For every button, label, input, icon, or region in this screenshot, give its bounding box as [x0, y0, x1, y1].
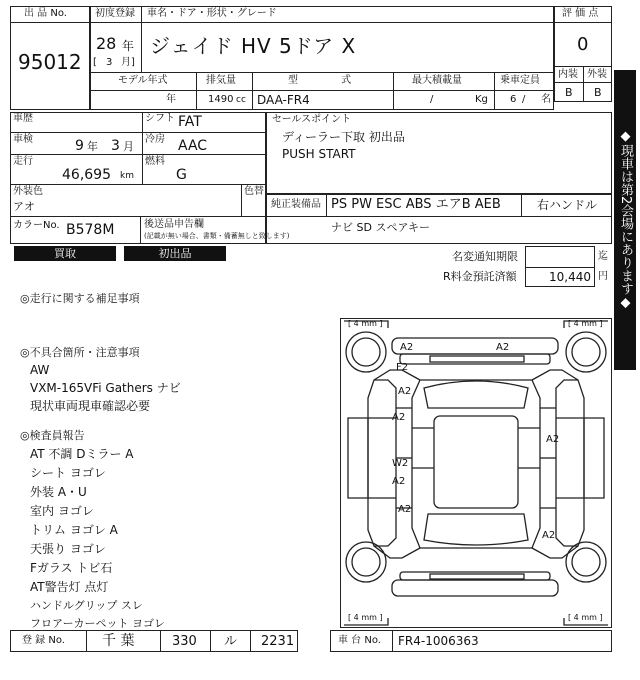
- reg-month: 3: [106, 57, 113, 68]
- recolor-label: 色替: [244, 186, 264, 197]
- chassis-value: FR4-1006363: [398, 634, 479, 648]
- inspector-item: フロアーカーペット ヨゴレ: [30, 617, 165, 630]
- inspector-item: 外装 A・U: [30, 485, 87, 499]
- model-type-value: DAA-FR4: [257, 93, 310, 107]
- inspector-item: シート ヨゴレ: [30, 466, 106, 480]
- recycle-fee-label: R料金預託済額: [443, 270, 517, 283]
- reg-year-unit: 年: [122, 39, 135, 53]
- registration-class: 330: [172, 634, 197, 649]
- inspection-year-unit: 年: [87, 140, 98, 153]
- damage-mark: A2: [392, 476, 406, 487]
- recycle-fee-unit: 円: [598, 271, 608, 282]
- displacement-value: 1490: [208, 94, 234, 105]
- exterior-score: B: [594, 86, 602, 99]
- damage-mark: A2: [398, 504, 412, 515]
- inspection-year: 9: [75, 138, 84, 154]
- tire-rear-right: [ 4 mm ]: [568, 613, 603, 622]
- inspection-label: 車検: [13, 134, 33, 145]
- inspector-item: AT 不調 Dミラー A: [30, 447, 134, 461]
- damage-mark: W2: [392, 458, 409, 469]
- model-year-label: モデル年式: [118, 75, 168, 86]
- damage-mark: A2: [496, 342, 510, 353]
- inspector-item: 室内 ヨゴレ: [30, 504, 94, 518]
- capacity-slash: /: [522, 94, 526, 105]
- inspector-item: 天張り ヨゴレ: [30, 542, 106, 556]
- lot-number: 95012: [18, 50, 82, 74]
- registration-label: 登 録 No.: [22, 635, 65, 646]
- mileage-value: 46,695: [62, 167, 111, 183]
- tire-rear-left: [ 4 mm ]: [348, 613, 383, 622]
- displacement-label: 排気量: [206, 75, 236, 86]
- vehicle-name: ジェイド HV 5ドア X: [150, 34, 357, 58]
- color-no-value: B578M: [66, 222, 115, 238]
- shift-label: シフト: [145, 113, 175, 124]
- max-load-label: 最大積載量: [412, 75, 462, 86]
- sales-point-line2: PUSH START: [282, 147, 356, 161]
- max-load-slash: /: [430, 94, 434, 105]
- tire-front-left: [ 4 mm ]: [348, 319, 383, 328]
- notes-section-1: ◎走行に関する補足事項: [20, 292, 140, 305]
- color-value: アオ: [13, 200, 35, 213]
- reg-month-open: [: [93, 57, 97, 68]
- inspection-month: 3: [111, 138, 120, 154]
- damage-mark: A2: [398, 386, 412, 397]
- recycle-fee-value: 10,440: [549, 270, 591, 284]
- inspector-item: ハンドルグリップ スレ: [30, 599, 143, 612]
- damage-mark: A2: [546, 434, 560, 445]
- damage-mark: A2: [400, 342, 414, 353]
- recall-label: 名変通知期限: [452, 250, 518, 263]
- shift-value: FAT: [178, 114, 202, 130]
- car-diagram: [340, 318, 612, 628]
- buy-tag: 買取: [14, 246, 116, 261]
- fuel-label: 燃料: [145, 156, 165, 167]
- sales-point-line1: ディーラー下取 初出品: [282, 130, 405, 144]
- score-label: 評 価 点: [562, 8, 599, 19]
- history-label: 車歴: [13, 113, 33, 124]
- inspection-month-unit: 月: [123, 140, 134, 153]
- mileage-unit: km: [120, 171, 134, 181]
- registration-number: 2231: [261, 634, 295, 649]
- registration-kana: ル: [224, 634, 238, 649]
- note-item: VXM-165VFi Gathers ナビ: [30, 381, 181, 395]
- sales-point-label: セールスポイント: [272, 114, 352, 125]
- recall-unit: 迄: [598, 251, 608, 262]
- first-listing-tag: 初出品: [124, 246, 226, 261]
- chassis-label: 車 台 No.: [338, 635, 381, 646]
- displacement-unit: cc: [236, 95, 246, 105]
- notes-section-3: ◎検査員報告: [20, 429, 85, 442]
- notes-section-2: ◎不具合箇所・注意事項: [20, 346, 140, 359]
- note-item: 現状車両現車確認必要: [30, 399, 151, 413]
- handle-value: 右ハンドル: [537, 198, 598, 212]
- reg-label: 初度登録: [95, 8, 135, 19]
- damage-mark: A2: [392, 412, 406, 423]
- mileage-label: 走行: [13, 156, 33, 167]
- inspector-item: AT警告灯 点灯: [30, 580, 109, 594]
- ac-value: AAC: [178, 138, 208, 154]
- tire-front-right: [ 4 mm ]: [568, 319, 603, 328]
- interior-label: 内装: [558, 69, 578, 80]
- exterior-label: 外装: [587, 69, 607, 80]
- reg-year: 28: [96, 34, 117, 53]
- equipment-value: PS PW ESC ABS エアB AEB: [331, 197, 501, 212]
- venue-banner: ◆現車は第2会場にあります◆: [614, 70, 636, 370]
- reg-month-unit: 月]: [121, 57, 135, 68]
- color-label: 外装色: [13, 186, 43, 197]
- score-value: 0: [577, 34, 589, 55]
- registration-region: 千 葉: [102, 633, 135, 649]
- name-label: 車名・ドア・形状・グレード: [147, 8, 277, 19]
- navigation-value: ナビ SD スペアキー: [331, 221, 431, 234]
- damage-mark: A2: [542, 530, 556, 541]
- model-year-unit: 年: [166, 94, 176, 105]
- damage-mark: F2: [396, 362, 409, 373]
- note-item: AW: [30, 363, 50, 377]
- capacity-unit: 名: [541, 94, 551, 105]
- color-no-label: カラーNo.: [13, 220, 60, 231]
- inspector-item: Fガラス トビ石: [30, 561, 113, 575]
- capacity-label: 乗車定員: [500, 75, 540, 86]
- model-type-label: 型 式: [288, 75, 352, 86]
- lot-label: 出 品 No.: [24, 8, 67, 19]
- max-load-unit: Kg: [475, 94, 488, 105]
- recall-value-box: [525, 246, 595, 268]
- ac-label: 冷房: [145, 134, 165, 145]
- aftermarket-note: (記載が無い場合、書類・備蓄無しと致します): [144, 232, 290, 240]
- inspector-item: トリム ヨゴレ A: [30, 523, 118, 537]
- equipment-label: 純正装備品: [271, 199, 321, 210]
- aftermarket-label: 後送品申告欄: [144, 219, 204, 230]
- fuel-value: G: [176, 167, 187, 183]
- interior-score: B: [565, 86, 573, 99]
- capacity-value: 6: [510, 94, 517, 105]
